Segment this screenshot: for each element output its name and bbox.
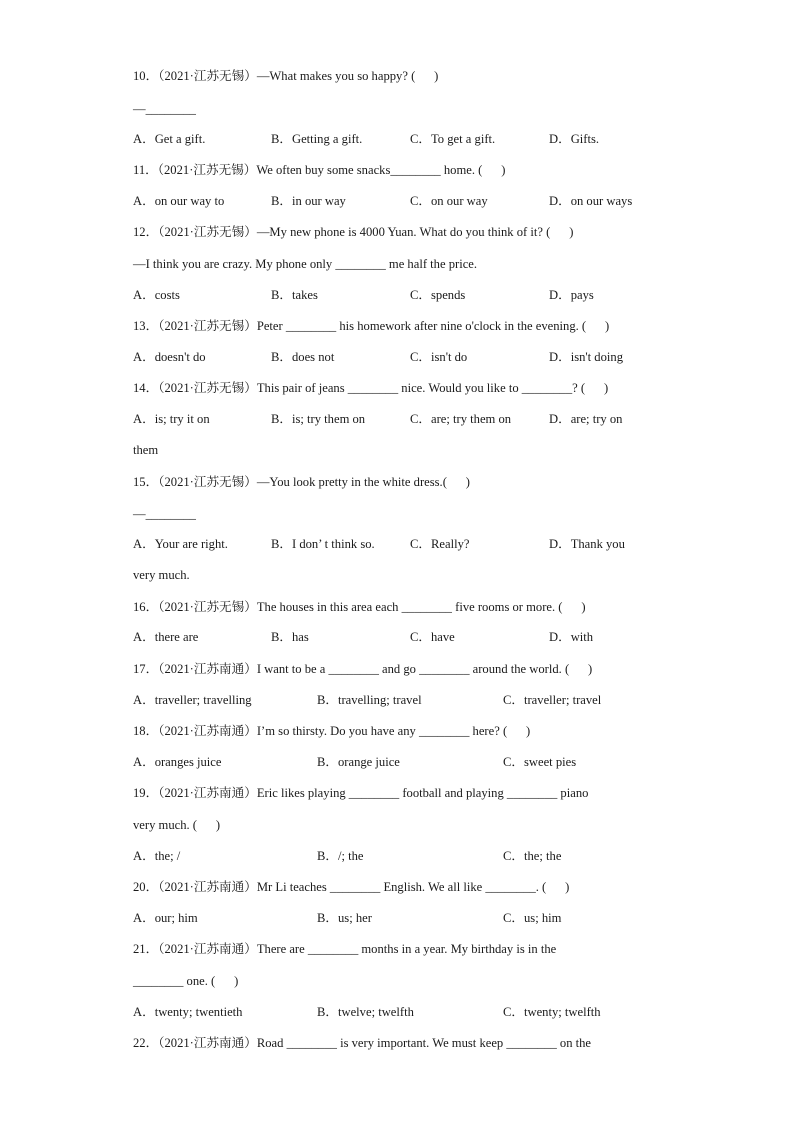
q16-option-c: C．have [410,630,455,644]
question-21-stem: 21．（2021·江苏南通）There are ________ months in a year. My birthday is in the [133,942,557,956]
q11-option-b: B．in our way [271,194,346,208]
q19-option-b: B．/; the [317,849,364,863]
question-10-answer-line: —________ [133,102,196,116]
question-15-answer-line: —________ [133,507,196,521]
q12-option-c: C．spends [410,288,466,302]
q18-option-b: B．orange juice [317,755,400,769]
q14-option-b: B．is; try them on [271,412,366,426]
q16-option-a: A．there are [133,630,199,644]
q11-option-a: A．on our way to [133,194,225,208]
q15-option-c: C．Really? [410,537,470,551]
question-16-stem: 16．（2021·江苏无锡）The houses in this area each ________ five rooms or more. ( ) [133,600,586,614]
q10-option-a: A．Get a gift. [133,132,206,146]
q13-option-b: B．does not [271,350,335,364]
q10-option-d: D．Gifts. [549,132,600,146]
q14-option-d: D．are; try on [549,412,623,426]
question-12-reply: —I think you are crazy. My phone only ________ me half the price. [133,257,478,271]
q17-option-b: B．travelling; travel [317,693,422,707]
q16-option-b: B．has [271,630,309,644]
question-19-stem: 19．（2021·江苏南通）Eric likes playing ________ football and playing ________ piano [133,786,589,800]
q16-option-d: D．with [549,630,594,644]
q11-option-c: C．on our way [410,194,488,208]
question-15-stem: 15．（2021·江苏无锡）—You look pretty in the white dress.( ) [133,475,470,489]
q13-option-d: D．isn't doing [549,350,623,364]
q12-option-a: A．costs [133,288,180,302]
q18-option-a: A．oranges juice [133,755,222,769]
q21-option-a: A．twenty; twentieth [133,1005,243,1019]
q20-option-b: B．us; her [317,911,372,925]
question-20-stem: 20．（2021·江苏南通）Mr Li teaches ________ English. We all like ________. ( ) [133,880,570,894]
question-17-stem: 17．（2021·江苏南通）I want to be a ________ and go ________ around the world. ( ) [133,662,593,676]
q15-option-b: B．I don’ t think so. [271,537,375,551]
q13-option-a: A．doesn't do [133,350,206,364]
question-14-stem: 14．（2021·江苏无锡）This pair of jeans ________ nice. Would you like to ________? ( ) [133,381,609,395]
q18-option-c: C．sweet pies [503,755,577,769]
q17-option-c: C．traveller; travel [503,693,602,707]
question-18-stem: 18．（2021·江苏南通）I’m so thirsty. Do you have any ________ here? ( ) [133,724,531,738]
question-10-stem: 10．（2021·江苏无锡）—What makes you so happy? ( ) [133,69,439,83]
q17-option-a: A．traveller; travelling [133,693,252,707]
q10-option-c: C．To get a gift. [410,132,496,146]
q19-option-c: C．the; the [503,849,562,863]
q14-option-a: A．is; try it on [133,412,210,426]
q15-option-d: D．Thank you [549,537,625,551]
question-13-stem: 13．（2021·江苏无锡）Peter ________ his homework after nine o'clock in the evening. ( ) [133,319,610,333]
question-12-stem: 12．（2021·江苏无锡）—My new phone is 4000 Yuan. What do you think of it? ( ) [133,225,574,239]
q14-option-d-wrap: them [133,443,159,457]
q19-option-a: A．the; / [133,849,181,863]
question-21-stem-wrap: ________ one. ( ) [133,974,239,988]
q15-option-a: A．Your are right. [133,537,228,551]
q12-option-b: B．takes [271,288,318,302]
q14-option-c: C．are; try them on [410,412,512,426]
q20-option-a: A．our; him [133,911,198,925]
q20-option-c: C．us; him [503,911,562,925]
q10-option-b: B．Getting a gift. [271,132,363,146]
q12-option-d: D．pays [549,288,594,302]
q13-option-c: C．isn't do [410,350,468,364]
question-22-stem: 22．（2021·江苏南通）Road ________ is very important. We must keep ________ on the [133,1036,592,1050]
question-19-stem-wrap: very much. ( ) [133,818,221,832]
q21-option-c: C．twenty; twelfth [503,1005,601,1019]
question-11-stem: 11．（2021·江苏无锡）We often buy some snacks________ home. ( ) [133,163,506,177]
q11-option-d: D．on our ways [549,194,633,208]
q21-option-b: B．twelve; twelfth [317,1005,414,1019]
q15-option-d-wrap: very much. [133,568,190,582]
